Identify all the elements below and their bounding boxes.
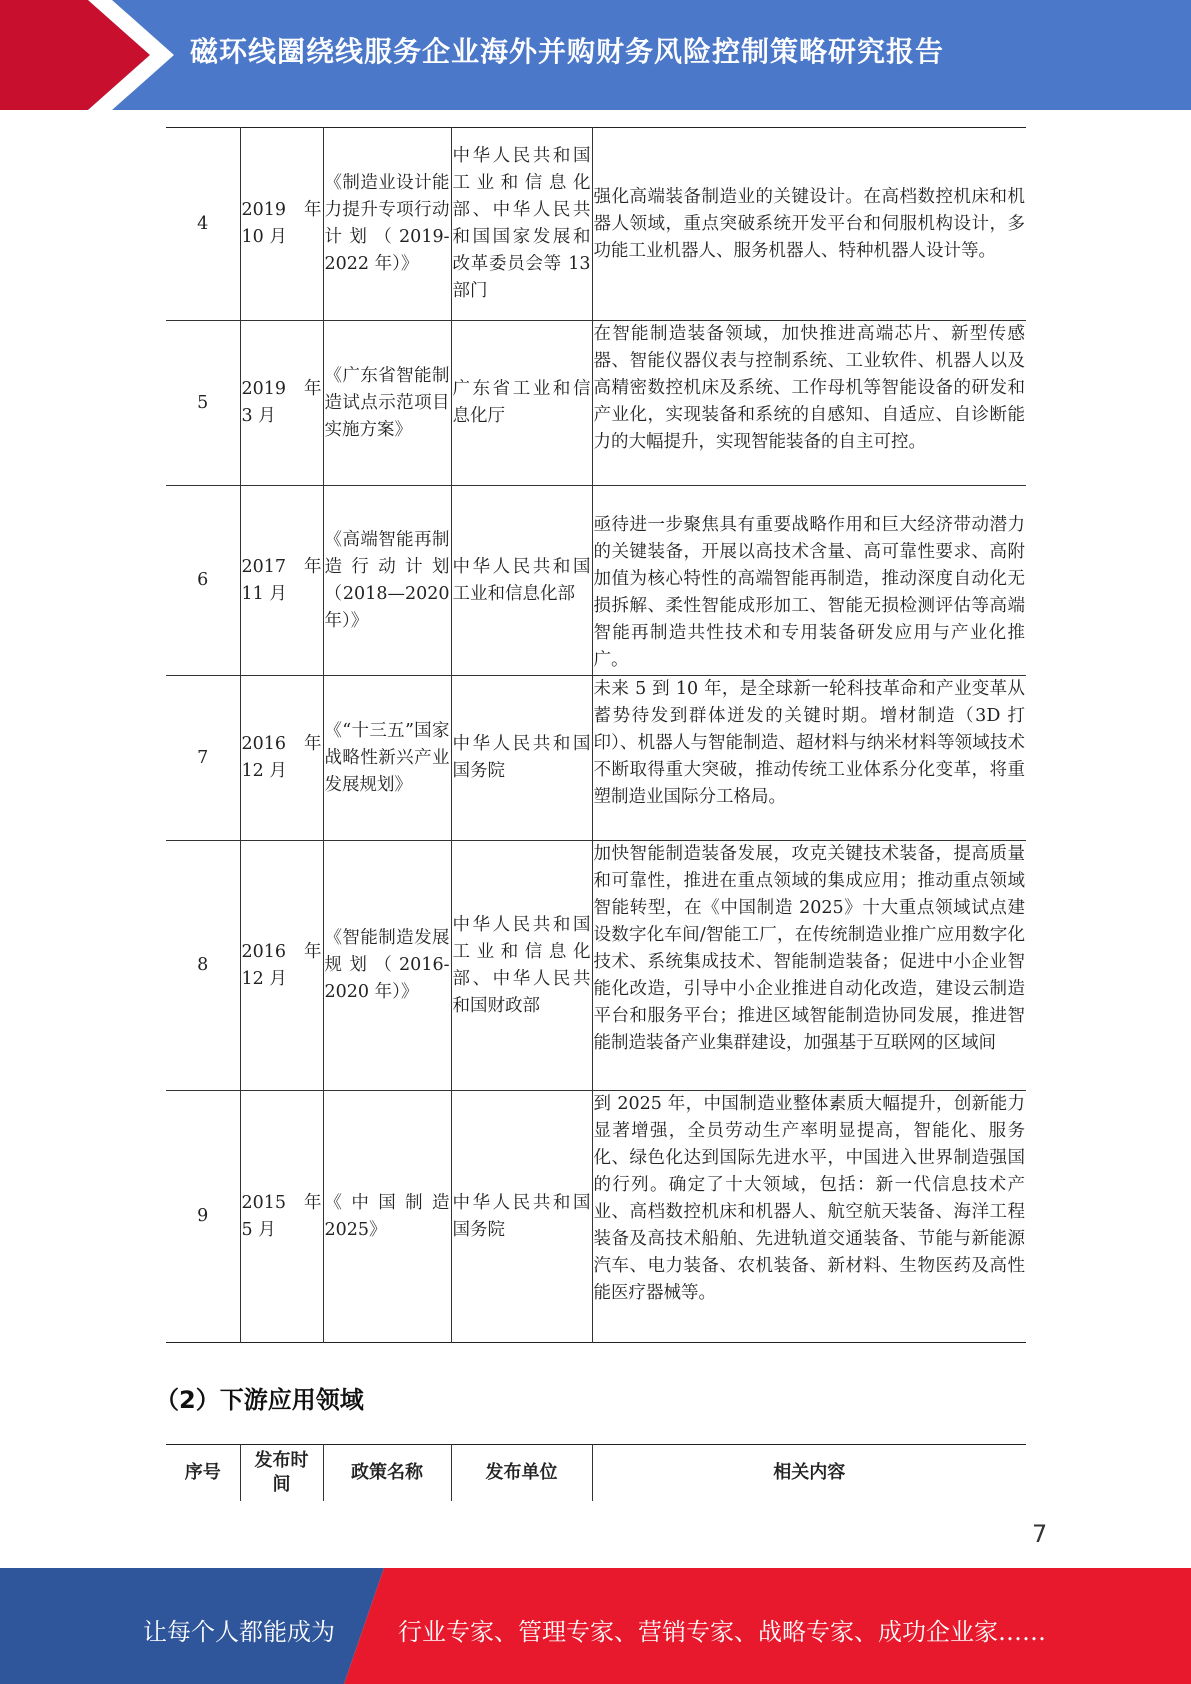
policy-name: 《高端智能再制造行动计划（2018—2020 年）》 <box>323 486 451 676</box>
issuing-unit: 中华人民共和国工业和信息化部、中华人民共和国国家发展和改革委员会等 13 部门 <box>451 128 592 321</box>
related-content: 在智能制造装备领域，加快推进高端芯片、新型传感器、智能仪器仪表与控制系统、工业软件、机器人以及高精密数控机床及系统、工作母机等智能设备的研发和产业化，实现装备和系统的自感知、自适应、自诊断能力的大幅提升，实现智能装备的自主可控。 <box>592 321 1026 486</box>
row-number: 9 <box>166 1091 240 1343</box>
table-row <box>166 321 1026 486</box>
row-number: 5 <box>166 321 240 486</box>
policy-name: 《中国制造 2025》 <box>323 1091 451 1343</box>
column-header: 序号 <box>166 1445 240 1502</box>
policy-name: 《制造业设计能力提升专项行动计划（2019-2022 年）》 <box>323 128 451 321</box>
column-header: 政策名称 <box>323 1445 451 1502</box>
report-title: 磁环线圈绕线服务企业海外并购财务风险控制策略研究报告 <box>190 35 945 68</box>
related-content: 强化高端装备制造业的关键设计。在高档数控机床和机器人领域，重点突破系统开发平台和伺服机构设计，多功能工业机器人、服务机器人、特种机器人设计等。 <box>592 128 1026 321</box>
table-row <box>166 841 1026 1091</box>
release-date: 2015 年 5 月 <box>240 1091 323 1343</box>
related-content: 亟待进一步聚焦具有重要战略作用和巨大经济带动潜力的关键装备，开展以高技术含量、高可靠性要求、高附加值为核心特性的高端智能再制造，推动深度自动化无损拆解、柔性智能成形加工、智能无损检测评估等高端智能再制造共性技术和专用装备研发应用与产业化推广。 <box>592 486 1026 676</box>
footer-slogan-right: 行业专家、管理专家、营销专家、战略专家、成功企业家…… <box>398 1618 1046 1646</box>
issuing-unit: 中华人民共和国工业和信息化部、中华人民共和国财政部 <box>451 841 592 1091</box>
release-date: 2017 年 11 月 <box>240 486 323 676</box>
policy-name: 《智能制造发展规划（2016-2020 年）》 <box>323 841 451 1091</box>
related-content: 未来 5 到 10 年，是全球新一轮科技革命和产业变革从蓄势待发到群体迸发的关键时期。增材制造（3D 打印）、机器人与智能制造、超材料与纳米材料等领域技术不断取得重大突破，推动传统工业体系分化变革，将重塑制造业国际分工格局。 <box>592 676 1026 841</box>
column-header: 发布单位 <box>451 1445 592 1502</box>
issuing-unit: 中华人民共和国国务院 <box>451 676 592 841</box>
table-row <box>166 1091 1026 1343</box>
policy-name: 《“十三五”国家战略性新兴产业发展规划》 <box>323 676 451 841</box>
page-footer <box>0 1568 1191 1684</box>
issuing-unit: 广东省工业和信息化厅 <box>451 321 592 486</box>
related-content: 到 2025 年，中国制造业整体素质大幅提升，创新能力显著增强，全员劳动生产率明显提高，智能化、服务化、绿色化达到国际先进水平，中国进入世界制造强国的行列。确定了十大领域，包括：新一代信息技术产业、高档数控机床和机器人、航空航天装备、海洋工程装备及高技术船舶、先进轨道交通装备、节能与新能源汽车、电力装备、农机装备、新材料、生物医药及高性能医疗器械等。 <box>593 1094 1025 1303</box>
footer-slogan-left: 让每个人都能成为 <box>143 1618 335 1646</box>
release-date: 2019 年 10 月 <box>240 128 323 321</box>
issuing-unit: 中华人民共和国工业和信息化部 <box>451 486 592 676</box>
section-heading: （2）下游应用领域 <box>155 1386 364 1414</box>
policy-name: 《广东省智能制造试点示范项目实施方案》 <box>323 321 451 486</box>
row-number: 7 <box>166 676 240 841</box>
column-header: 发布时间 <box>240 1445 323 1502</box>
issuing-unit: 中华人民共和国国务院 <box>451 1091 592 1343</box>
release-date: 2016 年 12 月 <box>240 841 323 1091</box>
downstream-table-header <box>166 1444 1026 1501</box>
row-number: 4 <box>166 128 240 321</box>
release-date: 2016 年 12 月 <box>240 676 323 841</box>
column-header: 相关内容 <box>773 1462 846 1483</box>
policy-table <box>166 127 1026 1343</box>
row-number: 8 <box>166 841 240 1091</box>
row-number: 6 <box>166 486 240 676</box>
release-date: 2019 年 3 月 <box>240 321 323 486</box>
table-header-row <box>166 1445 1026 1502</box>
page-header <box>0 0 1191 110</box>
table-row <box>166 128 1026 321</box>
table-row <box>166 486 1026 676</box>
table-row <box>166 676 1026 841</box>
page-number: 7 <box>1032 1520 1048 1548</box>
related-content: 加快智能制造装备发展，攻克关键技术装备，提高质量和可靠性，推进在重点领域的集成应用；推动重点领域智能转型，在《中国制造 2025》十大重点领域试点建设数字化车间/智能工厂，在传统制造业推广应用数字化技术、系统集成技术、智能制造装备；促进中小企业智能化改造，引导中小企业推进自动化改造，建设云制造平台和服务平台；推进区域智能制造协同发展，推进智能制造装备产业集群建设，加强基于互联网的区域间 <box>592 841 1026 1091</box>
